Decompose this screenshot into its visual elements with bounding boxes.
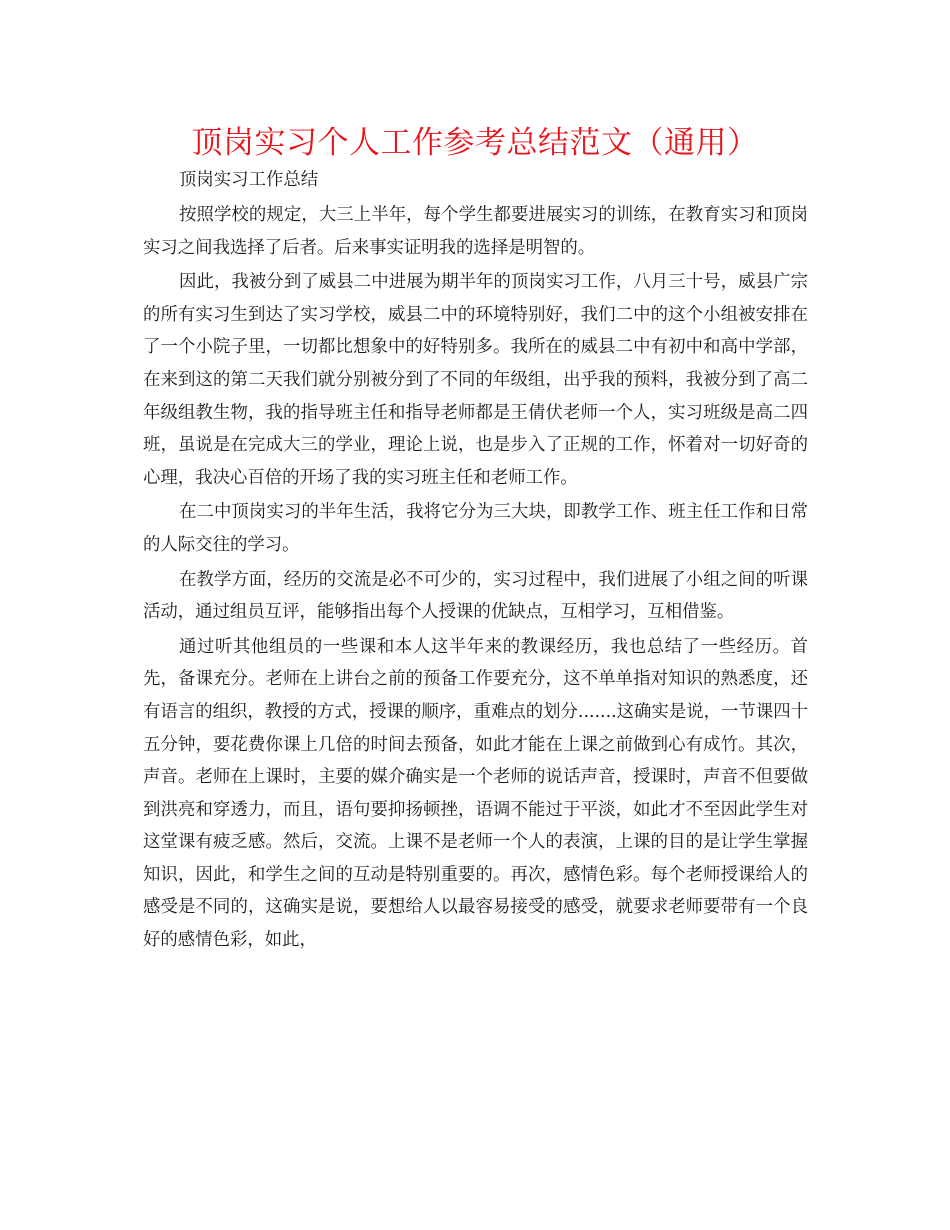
paragraph-1: 按照学校的规定，大三上半年，每个学生都要进展实习的训练，在教育实习和顶岗实习之间我选择了后者。后来事实证明我的选择是明智的。 [143, 205, 808, 258]
paragraph-5: 通过听其他组员的一些课和本人这半年来的教课经历，我也总结了一些经历。首先，备课充分。老师在上讲台之前的预备工作要充分，这不单单指对知识的熟悉度，还有语言的组织，教授的方式，授课的顺序，重难点的划分.......这确实是说，一节课四十五分钟，要花费你课上几倍的时间去预备，如此才能在上课之前做到心有成竹。其次，声音。老师在上课时，主要的媒介确实是一个老师的说话声音，授课时，声音不但要做到洪亮和穿透力，而且，语句要抑扬顿挫，语调不能过于平淡，如此才不至因此学生对这堂课有疲乏感。然后，交流。上课不是老师一个人的表演，上课的目的是让学生掌握知识，因此，和学生之间的互动是特别重要的。再次，感情色彩。每个老师授课给人的感受是不同的，这确实是说，要想给人以最容易接受的感受，就要求老师要带有一个良好的感情色彩，如此， [143, 636, 808, 951]
document-title: 顶岗实习个人工作参考总结范文（通用） [191, 125, 759, 161]
paragraph-3: 在二中顶岗实习的半年生活，我将它分为三大块，即教学工作、班主任工作和日常的人际交往的学习。 [143, 502, 808, 555]
paragraph-4: 在教学方面，经历的交流是必不可少的，实习过程中，我们进展了小组之间的听课活动，通过组员互评，能够指出每个人授课的优缺点，互相学习，互相借鉴。 [143, 569, 808, 623]
paragraph-2: 因此，我被分到了威县二中进展为期半年的顶岗实习工作，八月三十号，威县广宗的所有实习生到达了实习学校，威县二中的环境特别好，我们二中的这个小组被安排在了一个小院子里，一切都比想象中的好特别多。我所在的威县二中有初中和高中学部，在来到这的第二天我们就分别被分到了不同的年级组，出乎我的预料，我被分到了高二年级组教生物，我的指导班主任和指导老师都是王倩伏老师一个人，实习班级是高二四班，虽说是在完成大三的学业，理论上说，也是步入了正规的工作，怀着对一切好奇的心理，我决心百倍的开场了我的实习班主任和老师工作。 [143, 272, 808, 488]
document-body [143, 166, 808, 957]
section-heading: 顶岗实习工作总结 [179, 170, 319, 190]
